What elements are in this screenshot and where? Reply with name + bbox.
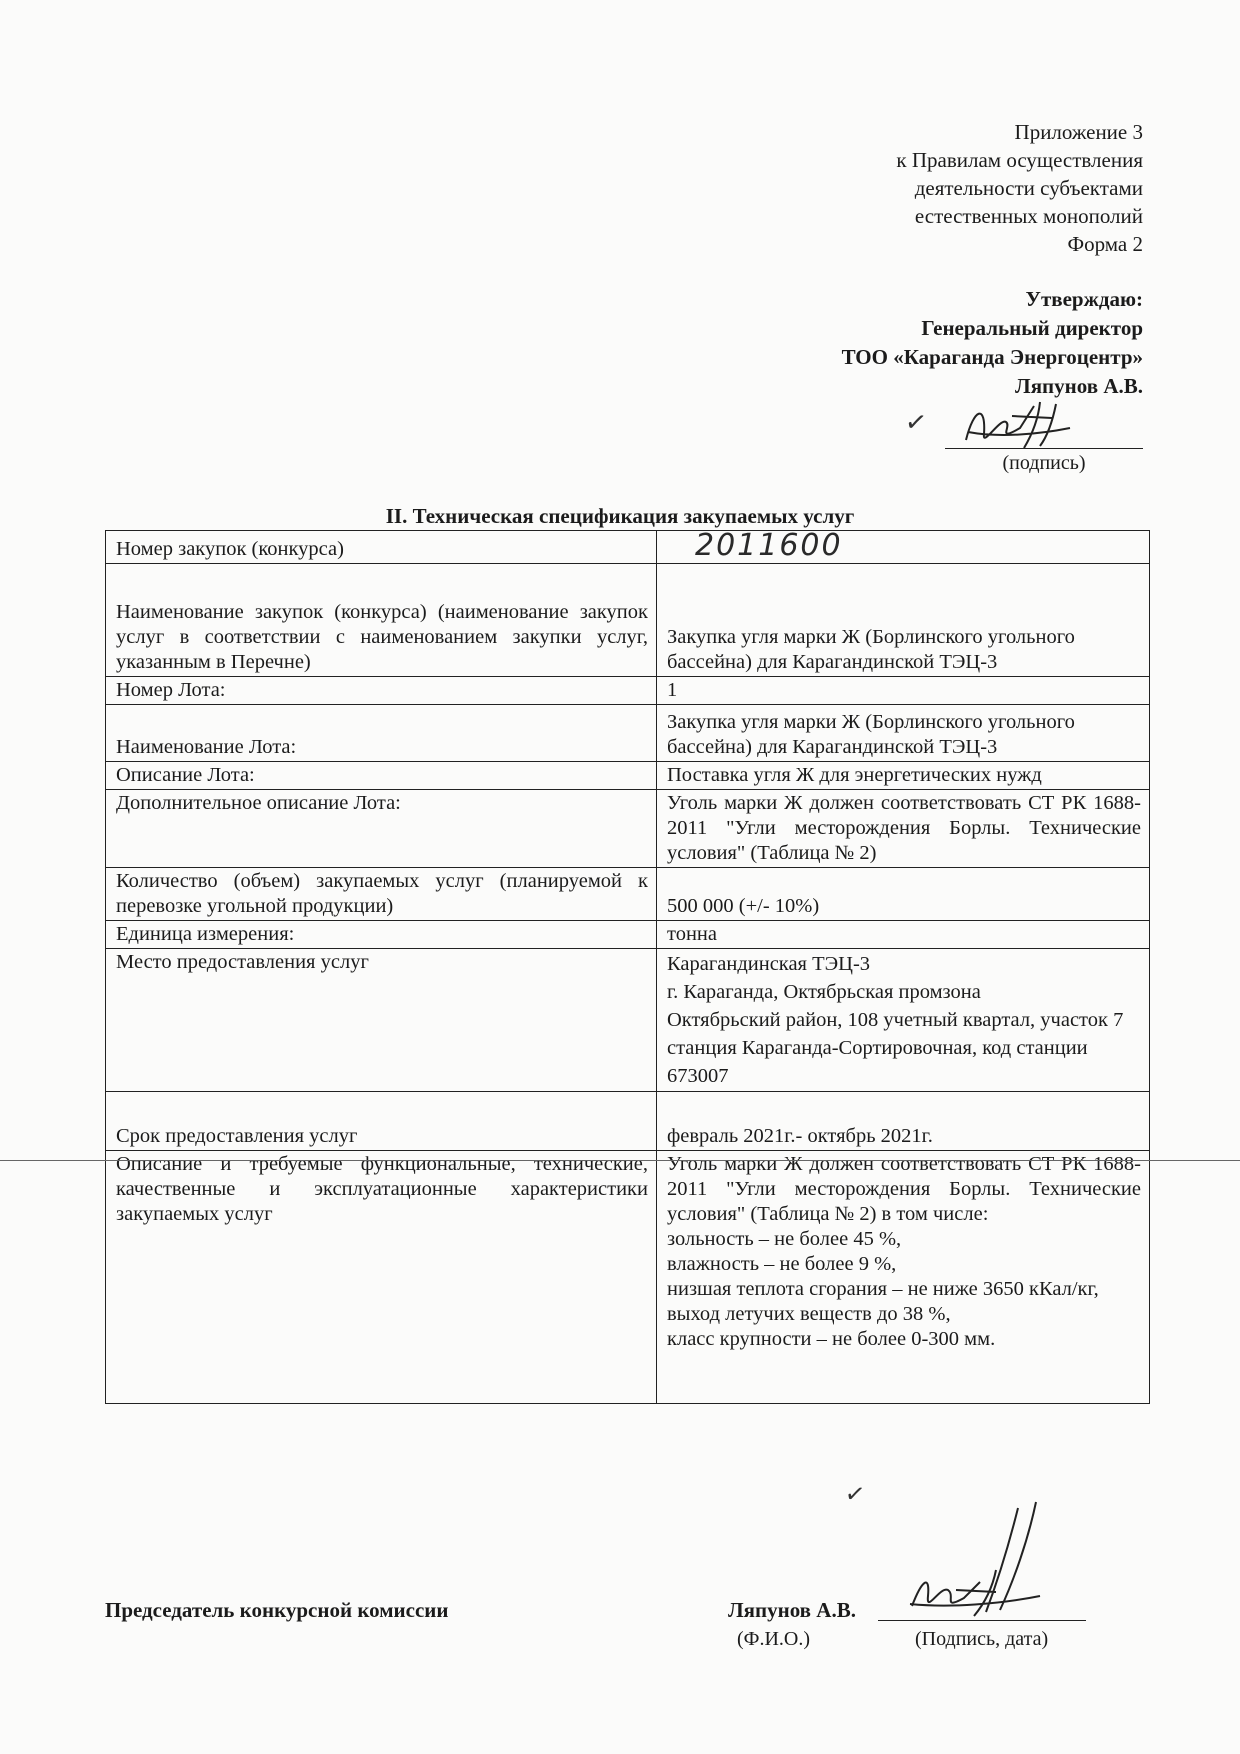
approval-line: Утверждаю: (1025, 287, 1143, 311)
approval-line: Генеральный директор (921, 316, 1143, 340)
appendix-line: естественных монополий (914, 204, 1143, 228)
table-row (106, 705, 1150, 762)
characteristics-cell (657, 1151, 1150, 1404)
row-label: Количество (объем) закупаемых услуг (планируемой к перевозке угольной продукции) (106, 868, 657, 921)
row-label: Место предоставления услуг (106, 949, 657, 1092)
appendix-line: к Правилам осуществления (896, 148, 1143, 172)
approval-block (623, 285, 1143, 401)
characteristic-item: зольность – не более 45 %, (667, 1228, 902, 1250)
place-line: станция Караганда-Сортировочная, код станции 673007 (667, 1037, 1088, 1087)
place-line: Октябрьский район, 108 учетный квартал, участок 7 (667, 1009, 1124, 1031)
approval-line: Ляпунов А.В. (1015, 374, 1143, 398)
characteristics-intro: Уголь марки Ж должен соответствовать СТ РК 1688-2011 "Угли месторождения Борлы. Технические условия" (Таблица № 2) в том числе: (667, 1153, 1141, 1225)
place-line: Карагандинская ТЭЦ-3 (667, 953, 871, 975)
appendix-line: деятельности субъектами (914, 176, 1143, 200)
appendix-header (683, 118, 1143, 258)
row-value: 1 (657, 677, 1150, 705)
table-row (106, 1151, 1150, 1404)
table-row (106, 531, 1150, 564)
director-signature (960, 398, 1090, 452)
row-label: Наименование Лота: (106, 705, 657, 762)
characteristic-item: класс крупности – не более 0-300 мм. (667, 1328, 996, 1350)
chairman-name: Ляпунов А.В. (728, 1598, 856, 1622)
characteristic-item: выход летучих веществ до 38 %, (667, 1303, 951, 1325)
procurement-number-value: 2011600 (695, 528, 843, 563)
sign-date-caption: (Подпись, дата) (915, 1628, 1049, 1650)
approval-line: ТОО «Караганда Энергоцентр» (841, 345, 1143, 369)
row-label: Единица измерения: (106, 921, 657, 949)
table-row (106, 677, 1150, 705)
appendix-line: Приложение 3 (1014, 120, 1143, 144)
section-title: II. Техническая спецификация закупаемых услуг (385, 504, 855, 528)
row-label: Номер закупок (конкурса) (106, 531, 657, 564)
row-label: Срок предоставления услуг (106, 1092, 657, 1151)
place-lines (657, 949, 1150, 1092)
signature-line (878, 1620, 1086, 1621)
fio-caption: (Ф.И.О.) (737, 1628, 811, 1650)
row-value: Закупка угля марки Ж (Борлинского угольного бассейна) для Карагандинской ТЭЦ-3 (657, 564, 1150, 677)
signature-line (945, 448, 1143, 449)
chairman-signature (900, 1500, 1050, 1620)
table-row (106, 564, 1150, 677)
table-row (106, 868, 1150, 921)
scan-divider (0, 1160, 1240, 1161)
place-line: г. Караганда, Октябрьская промзона (667, 981, 981, 1003)
signature-caption: (подпись) (1002, 452, 1086, 474)
characteristic-item: низшая теплота сгорания – не ниже 3650 кКал/кг, (667, 1278, 1099, 1300)
table-row (106, 762, 1150, 790)
row-value: 500 000 (+/- 10%) (657, 868, 1150, 921)
row-label: Номер Лота: (106, 677, 657, 705)
row-label: Описание Лота: (106, 762, 657, 790)
table-row (106, 921, 1150, 949)
row-value: Уголь марки Ж должен соответствовать СТ РК 1688-2011 "Угли месторождения Борлы. Технические условия" (Таблица № 2) (657, 790, 1150, 868)
appendix-line: Форма 2 (1067, 232, 1143, 256)
specification-table (105, 530, 1150, 1404)
row-value: февраль 2021г.- октябрь 2021г. (657, 1092, 1150, 1151)
characteristic-item: влажность – не более 9 %, (667, 1253, 897, 1275)
row-label: Наименование закупок (конкурса) (наименование закупок услуг в соответствии с наименованием закупки услуг, указанным в Перечне) (106, 564, 657, 677)
row-label: Описание и требуемые функциональные, технические, качественные и эксплуатационные характеристики закупаемых услуг (106, 1151, 657, 1404)
commission-chairman-title: Председатель конкурсной комиссии (105, 1598, 449, 1622)
row-value: тонна (657, 921, 1150, 949)
table-row (106, 790, 1150, 868)
checkmark-icon: ✓ (843, 1480, 867, 1510)
table-row (106, 949, 1150, 1092)
row-value: Закупка угля марки Ж (Борлинского угольного бассейна) для Карагандинской ТЭЦ-3 (657, 705, 1150, 762)
procurement-number-handwritten (657, 528, 1150, 564)
row-label: Дополнительное описание Лота: (106, 790, 657, 868)
checkmark-icon: ✓ (903, 406, 929, 439)
row-value: Поставка угля Ж для энергетических нужд (657, 762, 1150, 790)
table-row (106, 1092, 1150, 1151)
